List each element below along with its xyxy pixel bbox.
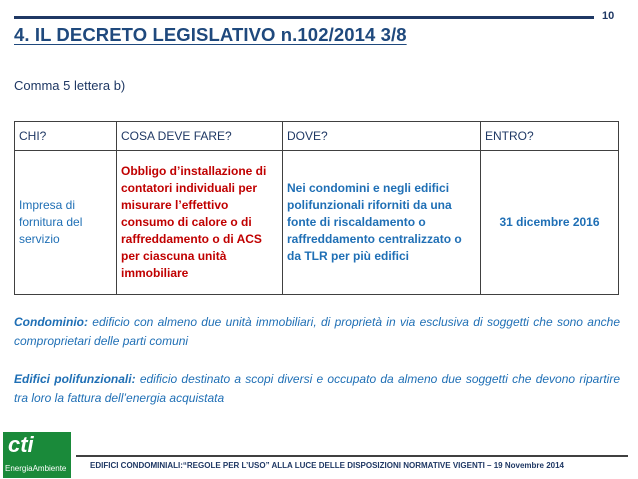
header-cosa: COSA DEVE FARE? xyxy=(117,122,283,151)
cell-cosa: Obbligo d’installazione di contatori individuali per misurare l’effettivo consumo di calore o di raffreddamento o di ACS per ciascuna unità immobiliare xyxy=(117,151,283,295)
definition-condominio xyxy=(14,313,620,351)
header-dove: DOVE? xyxy=(283,122,481,151)
bottom-rule xyxy=(76,455,628,457)
definition-term: Condominio: xyxy=(14,315,88,329)
header-chi: CHI? xyxy=(15,122,117,151)
definition-edifici-polifunzionali xyxy=(14,370,620,408)
slide-title: 4. IL DECRETO LEGISLATIVO n.102/2014 3/8 xyxy=(14,24,407,45)
logo-mark: cti xyxy=(8,432,34,457)
table-header-row xyxy=(15,122,619,151)
cell-entro: 31 dicembre 2016 xyxy=(481,151,619,295)
table-row xyxy=(15,151,619,295)
cell-dove: Nei condomini e negli edifici polifunzionali riforniti da una fonte di riscaldamento o raffreddamento centralizzato o da TLR per più edifici xyxy=(283,151,481,295)
header-entro: ENTRO? xyxy=(481,122,619,151)
slide-subtitle: Comma 5 lettera b) xyxy=(14,78,126,93)
top-rule xyxy=(14,16,594,19)
footer-text: EDIFICI CONDOMINIALI:“REGOLE PER L’USO” ALLA LUCE DELLE DISPOSIZIONI NORMATIVE VIGENTI – 19 Novembre 2014 xyxy=(90,461,564,470)
cti-logo xyxy=(3,432,71,478)
definition-text: edificio con almeno due unità immobiliari, di proprietà in via esclusiva di soggetti che sono anche comproprietari delle parti comuni xyxy=(14,315,620,348)
obligations-table xyxy=(14,121,619,295)
page-number: 10 xyxy=(602,10,615,22)
cell-chi: Impresa di fornitura del servizio xyxy=(15,151,117,295)
definition-term: Edifici polifunzionali: xyxy=(14,372,136,386)
logo-subtext: EnergiaAmbiente xyxy=(5,464,67,473)
definition-text: edificio destinato a scopi diversi e occupato da almeno due soggetti che devono ripartire tra loro la fattura dell’energia acquistata xyxy=(14,372,621,405)
